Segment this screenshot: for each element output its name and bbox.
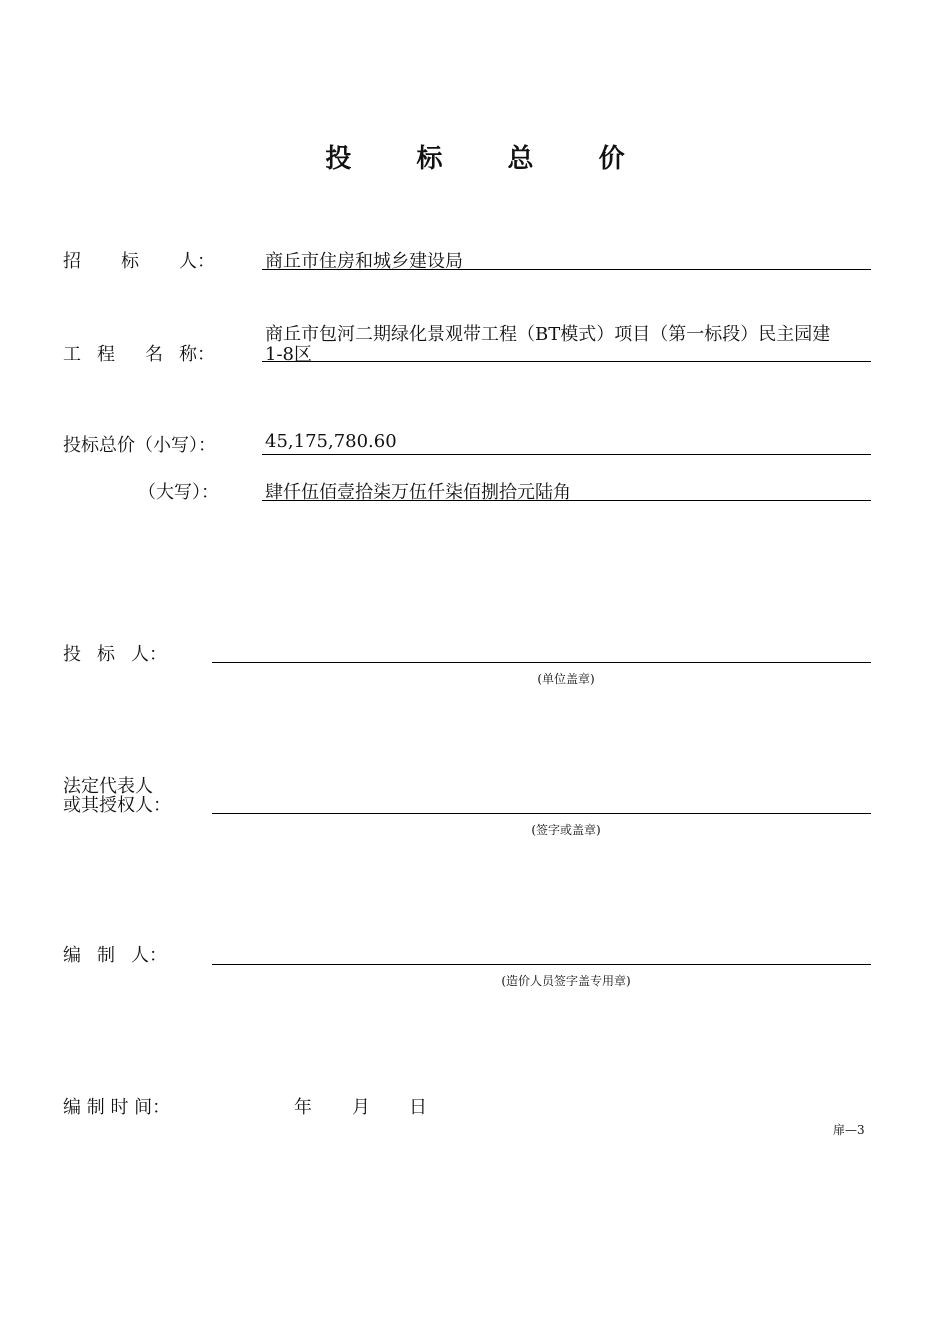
legal-rep-signature-line (212, 813, 871, 814)
compiler-label: 编 制 人： (63, 945, 167, 966)
date-day: 日 (409, 1097, 427, 1118)
tenderer-underline (262, 269, 871, 270)
project-name-label: 工 程 名 称： (63, 344, 215, 365)
compiler-signature-line (212, 964, 871, 965)
price-big-underline (262, 500, 871, 501)
bidder-signature-line (212, 662, 871, 663)
bidder-label: 投 标 人： (63, 644, 167, 665)
project-name-value-line2: 1-8区 (265, 344, 312, 365)
date-month: 月 (352, 1097, 370, 1118)
price-small-label: 投标总价（小写）： (63, 435, 216, 456)
tenderer-label: 招 标 人： (63, 251, 215, 272)
tenderer-value: 商丘市住房和城乡建设局 (265, 251, 463, 272)
price-big-value: 肆仟伍佰壹拾柒万伍仟柒佰捌拾元陆角 (265, 482, 571, 503)
project-name-value-line1: 商丘市包河二期绿化景观带工程（BT模式）项目（第一标段）民主园建 (265, 324, 831, 345)
project-name-underline (262, 361, 871, 362)
page-title: 投 标 总 价 (325, 144, 653, 174)
page-code: 扉—3 (833, 1123, 865, 1137)
price-small-underline (262, 454, 871, 455)
legal-rep-label-line2: 或其授权人： (63, 795, 171, 816)
price-small-value: 45,175,780.60 (265, 431, 397, 452)
legal-rep-label-line1: 法定代表人 (63, 776, 153, 797)
compile-date-label: 编 制 时 间： (63, 1097, 171, 1118)
price-big-label: （大写）： (138, 482, 219, 503)
date-year: 年 (294, 1097, 312, 1118)
compiler-note: (造价人员签字盖专用章) (501, 974, 631, 988)
legal-rep-note: (签字或盖章) (531, 823, 601, 837)
bidder-note: (单位盖章) (537, 672, 595, 686)
